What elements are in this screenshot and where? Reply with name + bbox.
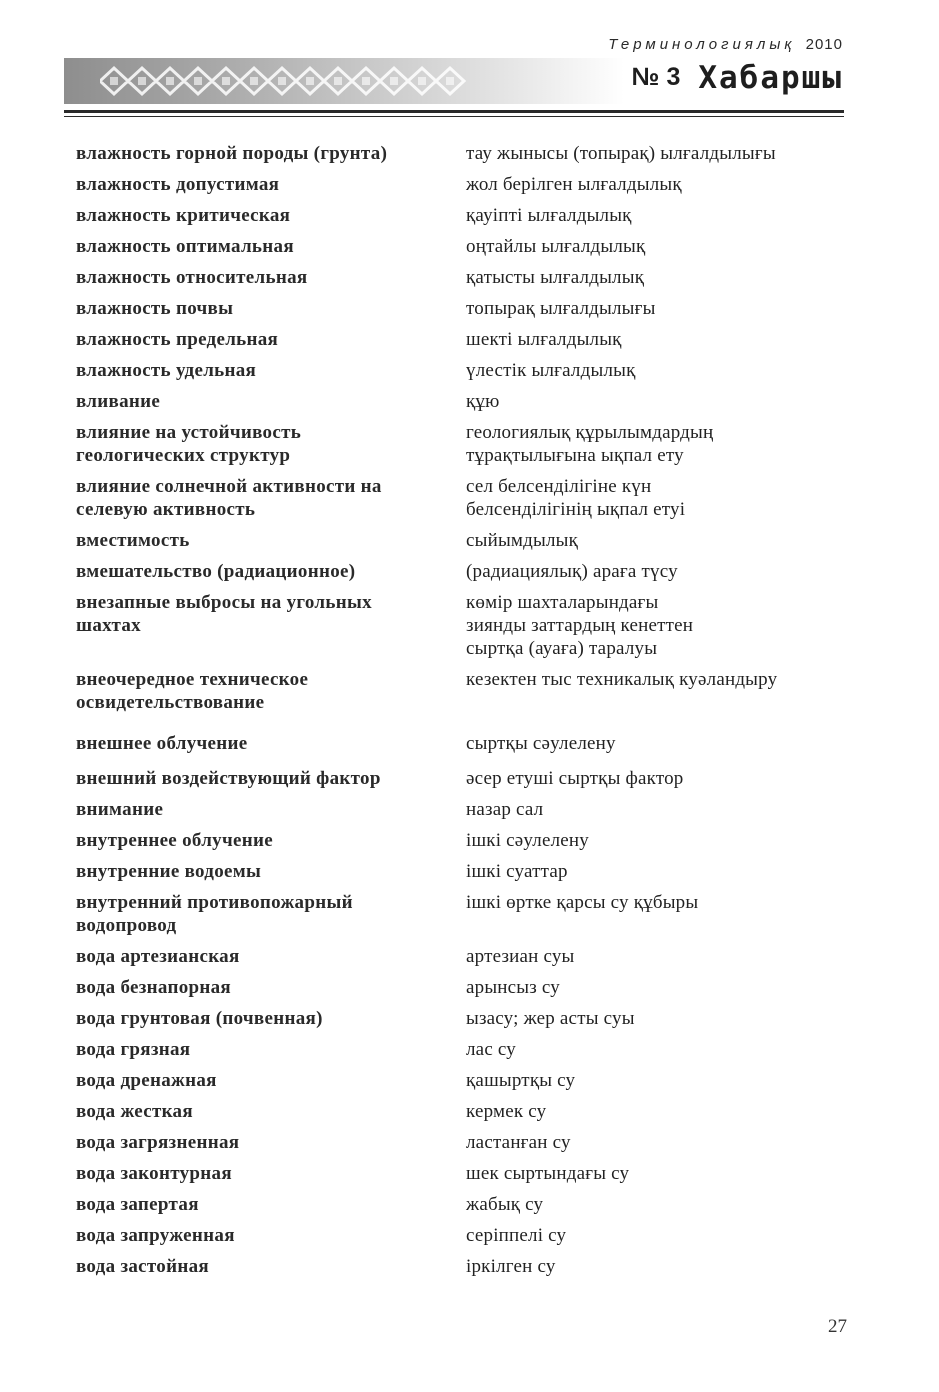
- glossary-row: [76, 1255, 856, 1278]
- translation-kazakh: [466, 1193, 856, 1216]
- term-line: вмешательство (радиационное): [76, 561, 356, 582]
- translation-line: үлестік ылғалдылық: [466, 360, 636, 381]
- header-rule-thin: [64, 116, 844, 117]
- translation-kazakh: [466, 891, 856, 914]
- translation-line: әсер етуші сыртқы фактор: [466, 768, 684, 789]
- translation-line: көмір шахталарындағы: [466, 592, 659, 613]
- term-line: влияние на устойчивость: [76, 422, 302, 443]
- translation-kazakh: [466, 235, 856, 258]
- term-line: влажность критическая: [76, 205, 291, 226]
- translation-kazakh: [466, 1069, 856, 1092]
- translation-line: (радиациялық) араға түсу: [466, 561, 678, 582]
- term-line: вода запруженная: [76, 1225, 235, 1246]
- translation-kazakh: [466, 266, 856, 289]
- glossary-row: [76, 891, 856, 937]
- term-line: вода грунтовая (почвенная): [76, 1008, 323, 1029]
- term-line: влажность предельная: [76, 329, 279, 350]
- translation-kazakh: [466, 767, 856, 790]
- translation-kazakh: [466, 560, 856, 583]
- glossary-row: [76, 142, 856, 165]
- translation-kazakh: [466, 1038, 856, 1061]
- translation-kazakh: [466, 1162, 856, 1185]
- term-line: водопровод: [76, 915, 177, 936]
- translation-line: тұрақтылығына ықпал ету: [466, 445, 684, 466]
- translation-line: кезектен тыс техникалық куәландыру: [466, 669, 778, 690]
- translation-kazakh: [466, 1224, 856, 1247]
- glossary-row: [76, 390, 856, 413]
- issue-heading: [632, 60, 843, 96]
- term-russian: [76, 297, 466, 320]
- glossary-row: [76, 1131, 856, 1154]
- translation-line: сыртқа (ауаға) таралуы: [466, 638, 658, 659]
- glossary-row: [76, 359, 856, 382]
- term-russian: [76, 1131, 466, 1154]
- term-line: влажность горной породы (грунта): [76, 143, 388, 164]
- translation-kazakh: [466, 976, 856, 999]
- term-line: геологических структур: [76, 445, 291, 466]
- term-line: вливание: [76, 391, 161, 412]
- translation-line: артезиан суы: [466, 946, 575, 967]
- term-line: вода артезианская: [76, 946, 240, 967]
- term-line: внутренний противопожарный: [76, 892, 353, 913]
- translation-kazakh: [466, 945, 856, 968]
- term-russian: [76, 1038, 466, 1061]
- term-russian: [76, 976, 466, 999]
- translation-kazakh: [466, 475, 856, 521]
- translation-line: сыртқы сәулелену: [466, 733, 616, 754]
- translation-kazakh: [466, 421, 856, 467]
- translation-line: серіппелі су: [466, 1225, 567, 1246]
- translation-kazakh: [466, 1100, 856, 1123]
- translation-kazakh: [466, 829, 856, 852]
- term-russian: [76, 668, 466, 714]
- term-russian: [76, 266, 466, 289]
- term-russian: [76, 235, 466, 258]
- term-russian: [76, 359, 466, 382]
- translation-kazakh: [466, 529, 856, 552]
- term-line: вода законтурная: [76, 1163, 232, 1184]
- page-header: [0, 0, 939, 130]
- term-russian: [76, 204, 466, 227]
- translation-kazakh: [466, 328, 856, 351]
- glossary-entries: [76, 142, 856, 1278]
- translation-kazakh: [466, 798, 856, 821]
- term-line: влажность оптимальная: [76, 236, 294, 257]
- translation-line: шекті ылғалдылық: [466, 329, 622, 350]
- term-line: влажность допустимая: [76, 174, 280, 195]
- translation-line: лас су: [466, 1039, 516, 1060]
- translation-line: жабық су: [466, 1194, 544, 1215]
- translation-line: қашыртқы су: [466, 1070, 576, 1091]
- translation-kazakh: [466, 204, 856, 227]
- term-line: влияние солнечной активности на: [76, 476, 382, 497]
- term-russian: [76, 173, 466, 196]
- translation-line: ішкі өртке қарсы су құбыры: [466, 892, 699, 913]
- glossary-row: [76, 1007, 856, 1030]
- translation-kazakh: [466, 860, 856, 883]
- translation-line: ішкі суаттар: [466, 861, 568, 882]
- translation-line: сел белсенділігіне күн: [466, 476, 652, 497]
- term-russian: [76, 1224, 466, 1247]
- term-russian: [76, 891, 466, 937]
- glossary-row: [76, 1193, 856, 1216]
- term-russian: [76, 1162, 466, 1185]
- translation-kazakh: [466, 591, 856, 660]
- term-russian: [76, 1193, 466, 1216]
- journal-title: Терминологиялық: [608, 36, 796, 53]
- glossary-row: [76, 1100, 856, 1123]
- term-russian: [76, 798, 466, 821]
- translation-kazakh: [466, 297, 856, 320]
- term-russian: [76, 1007, 466, 1030]
- term-line: внезапные выбросы на угольных: [76, 592, 372, 613]
- term-russian: [76, 1100, 466, 1123]
- term-line: освидетельствование: [76, 692, 265, 713]
- term-russian: [76, 591, 466, 637]
- term-line: вода запертая: [76, 1194, 199, 1215]
- translation-kazakh: [466, 1131, 856, 1154]
- translation-kazakh: [466, 668, 856, 691]
- term-russian: [76, 1255, 466, 1278]
- glossary-row: [76, 328, 856, 351]
- term-line: селевую активность: [76, 499, 256, 520]
- translation-kazakh: [466, 359, 856, 382]
- glossary-row: [76, 945, 856, 968]
- glossary-row: [76, 1069, 856, 1092]
- term-line: внутреннее облучение: [76, 830, 273, 851]
- term-russian: [76, 475, 466, 521]
- translation-line: назар сал: [466, 799, 544, 820]
- term-line: шахтах: [76, 615, 141, 636]
- translation-line: шек сыртындағы су: [466, 1163, 630, 1184]
- term-line: внешнее облучение: [76, 733, 248, 754]
- translation-line: белсенділігінің ықпал етуі: [466, 499, 686, 520]
- translation-line: қатысты ылғалдылық: [466, 267, 645, 288]
- glossary-row: [76, 1224, 856, 1247]
- term-line: вода застойная: [76, 1256, 209, 1277]
- term-russian: [76, 529, 466, 552]
- translation-line: ішкі сәулелену: [466, 830, 589, 851]
- glossary-row: [76, 204, 856, 227]
- journal-name: [608, 36, 843, 53]
- term-line: влажность почвы: [76, 298, 234, 319]
- page-number: 27: [828, 1316, 847, 1337]
- translation-kazakh: [466, 732, 856, 755]
- translation-line: топырақ ылғалдылығы: [466, 298, 656, 319]
- glossary-row: [76, 798, 856, 821]
- translation-line: іркілген су: [466, 1256, 556, 1277]
- glossary-row: [76, 860, 856, 883]
- term-russian: [76, 860, 466, 883]
- glossary-row: [76, 560, 856, 583]
- term-russian: [76, 421, 466, 467]
- glossary-row: [76, 1162, 856, 1185]
- translation-line: тау жынысы (топырақ) ылғалдылығы: [466, 143, 776, 164]
- ornament-pattern-icon: [100, 60, 470, 102]
- term-line: внешний воздействующий фактор: [76, 768, 381, 789]
- term-russian: [76, 767, 466, 790]
- glossary-row: [76, 421, 856, 467]
- term-russian: [76, 945, 466, 968]
- term-russian: [76, 1069, 466, 1092]
- translation-kazakh: [466, 390, 856, 413]
- term-line: внеочередное техническое: [76, 669, 309, 690]
- translation-line: ластанған су: [466, 1132, 571, 1153]
- term-russian: [76, 560, 466, 583]
- translation-line: жол берілген ылғалдылық: [466, 174, 682, 195]
- term-line: внутренние водоемы: [76, 861, 262, 882]
- translation-kazakh: [466, 142, 856, 165]
- translation-line: кермек су: [466, 1101, 547, 1122]
- term-russian: [76, 328, 466, 351]
- translation-line: қауіпті ылғалдылық: [466, 205, 632, 226]
- term-line: вода загрязненная: [76, 1132, 240, 1153]
- translation-line: ызасу; жер асты суы: [466, 1008, 635, 1029]
- term-russian: [76, 732, 466, 755]
- translation-kazakh: [466, 173, 856, 196]
- journal-year: 2010: [805, 36, 843, 53]
- header-rule-thick: [64, 110, 844, 113]
- term-line: вода грязная: [76, 1039, 191, 1060]
- translation-kazakh: [466, 1007, 856, 1030]
- glossary-row: [76, 475, 856, 521]
- translation-line: зиянды заттардың кенеттен: [466, 615, 694, 636]
- glossary-row: [76, 529, 856, 552]
- term-line: вода безнапорная: [76, 977, 231, 998]
- translation-line: құю: [466, 391, 500, 412]
- term-line: влажность относительная: [76, 267, 308, 288]
- term-russian: [76, 829, 466, 852]
- translation-line: арынсыз су: [466, 977, 561, 998]
- translation-line: геологиялық құрылымдардың: [466, 422, 714, 443]
- glossary-row: [76, 591, 856, 660]
- glossary-row: [76, 976, 856, 999]
- glossary-row: [76, 829, 856, 852]
- term-line: внимание: [76, 799, 164, 820]
- glossary-row: [76, 1038, 856, 1061]
- translation-kazakh: [466, 1255, 856, 1278]
- translation-line: оңтайлы ылғалдылық: [466, 236, 646, 257]
- glossary-row: [76, 297, 856, 320]
- bulletin-title: Хабаршы: [698, 60, 843, 96]
- term-line: вместимость: [76, 530, 190, 551]
- glossary-row: [76, 732, 856, 755]
- issue-number: № 3: [631, 63, 681, 91]
- glossary-row: [76, 767, 856, 790]
- term-line: вода дренажная: [76, 1070, 217, 1091]
- term-russian: [76, 390, 466, 413]
- glossary-row: [76, 266, 856, 289]
- term-line: вода жесткая: [76, 1101, 193, 1122]
- glossary-row: [76, 235, 856, 258]
- term-russian: [76, 142, 466, 165]
- glossary-row: [76, 668, 856, 714]
- glossary-row: [76, 173, 856, 196]
- translation-line: сыйымдылық: [466, 530, 579, 551]
- term-line: влажность удельная: [76, 360, 257, 381]
